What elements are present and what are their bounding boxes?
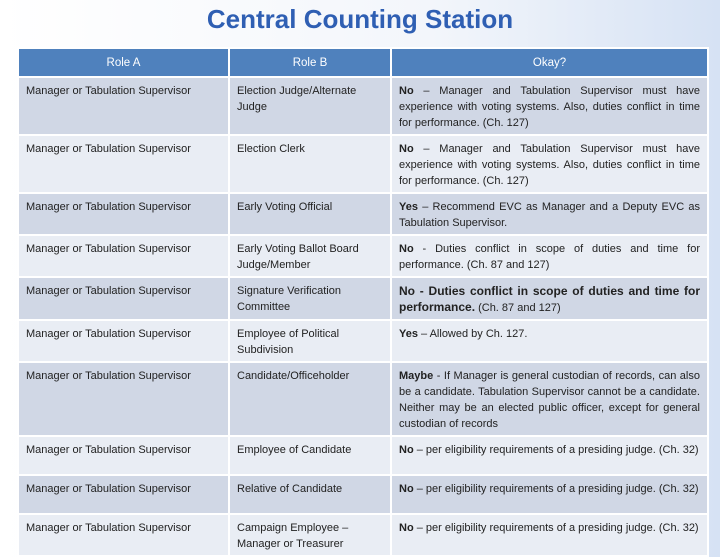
verdict: Yes: [399, 201, 418, 213]
explanation: – per eligibility requirements of a presiding judge. (Ch. 32): [413, 522, 699, 534]
role-b-cell: Campaign Employee – Manager or Treasurer: [229, 514, 391, 556]
okay-cell: [391, 277, 708, 320]
role-a-cell: Manager or Tabulation Supervisor: [18, 436, 229, 475]
table-row: [18, 193, 708, 235]
role-b-cell: Early Voting Ballot Board Judge/Member: [229, 235, 391, 277]
role-b-cell: Election Judge/Alternate Judge: [229, 77, 391, 135]
header-role-b: Role B: [229, 48, 391, 77]
okay-cell: [391, 362, 708, 436]
role-a-cell: Manager or Tabulation Supervisor: [18, 193, 229, 235]
verdict: Yes: [399, 328, 418, 340]
table-row: [18, 362, 708, 436]
role-a-cell: Manager or Tabulation Supervisor: [18, 77, 229, 135]
verdict: No: [399, 243, 414, 255]
table-row: [18, 135, 708, 193]
okay-cell: [391, 77, 708, 135]
okay-cell: [391, 320, 708, 362]
role-b-cell: Employee of Political Subdivision: [229, 320, 391, 362]
explanation: – per eligibility requirements of a presiding judge. (Ch. 32): [413, 444, 699, 456]
explanation: – Allowed by Ch. 127.: [417, 328, 528, 340]
table-row: [18, 514, 708, 556]
explanation: – Manager and Tabulation Supervisor must have experience with voting systems. Also, duties conflict in time for performance. (Ch. 127): [399, 85, 700, 129]
role-a-cell: Manager or Tabulation Supervisor: [18, 277, 229, 320]
explanation: – Recommend EVC as Manager and a Deputy EVC as Tabulation Supervisor.: [399, 201, 700, 229]
okay-cell: [391, 436, 708, 475]
role-a-cell: Manager or Tabulation Supervisor: [18, 475, 229, 514]
verdict: No: [399, 444, 414, 456]
role-b-cell: Election Clerk: [229, 135, 391, 193]
header-row: [18, 48, 708, 77]
page-title: Central Counting Station: [206, 4, 514, 34]
role-a-cell: Manager or Tabulation Supervisor: [18, 135, 229, 193]
explanation: - Duties conflict in scope of duties and time for performance. (Ch. 87 and 127): [399, 243, 700, 271]
table-row: [18, 475, 708, 514]
header-okay: Okay?: [391, 48, 708, 77]
verdict: No: [399, 483, 414, 495]
explanation: – Manager and Tabulation Supervisor must have experience with voting systems. Also, duties conflict in time for performance. (Ch. 127): [399, 143, 700, 187]
table-row: [18, 235, 708, 277]
okay-cell: [391, 235, 708, 277]
okay-cell: [391, 135, 708, 193]
explanation: (Ch. 87 and 127): [475, 302, 561, 314]
table-row: [18, 77, 708, 135]
verdict: No: [399, 522, 414, 534]
role-a-cell: Manager or Tabulation Supervisor: [18, 320, 229, 362]
role-b-cell: Early Voting Official: [229, 193, 391, 235]
table-row: [18, 320, 708, 362]
role-b-cell: Candidate/Officeholder: [229, 362, 391, 436]
explanation: - If Manager is general custodian of records, can also be a candidate. Tabulation Supervisor cannot be a candidate. Neither may be an elected public officer, except for general custodian of records: [399, 370, 700, 430]
okay-cell: [391, 475, 708, 514]
table-row: [18, 436, 708, 475]
role-a-cell: Manager or Tabulation Supervisor: [18, 235, 229, 277]
okay-cell: [391, 514, 708, 556]
verdict: No: [399, 143, 414, 155]
explanation: – per eligibility requirements of a presiding judge. (Ch. 32): [413, 483, 699, 495]
verdict: Maybe: [399, 370, 434, 382]
role-a-cell: Manager or Tabulation Supervisor: [18, 362, 229, 436]
verdict: No - Duties conflict in scope of duties and time for performance.: [399, 284, 700, 314]
verdict: No: [399, 85, 414, 97]
role-b-cell: Signature Verification Committee: [229, 277, 391, 320]
role-b-cell: Employee of Candidate: [229, 436, 391, 475]
okay-cell: [391, 193, 708, 235]
role-b-cell: Relative of Candidate: [229, 475, 391, 514]
role-a-cell: Manager or Tabulation Supervisor: [18, 514, 229, 556]
roles-table: [17, 47, 709, 557]
table-row: [18, 277, 708, 320]
header-role-a: Role A: [18, 48, 229, 77]
